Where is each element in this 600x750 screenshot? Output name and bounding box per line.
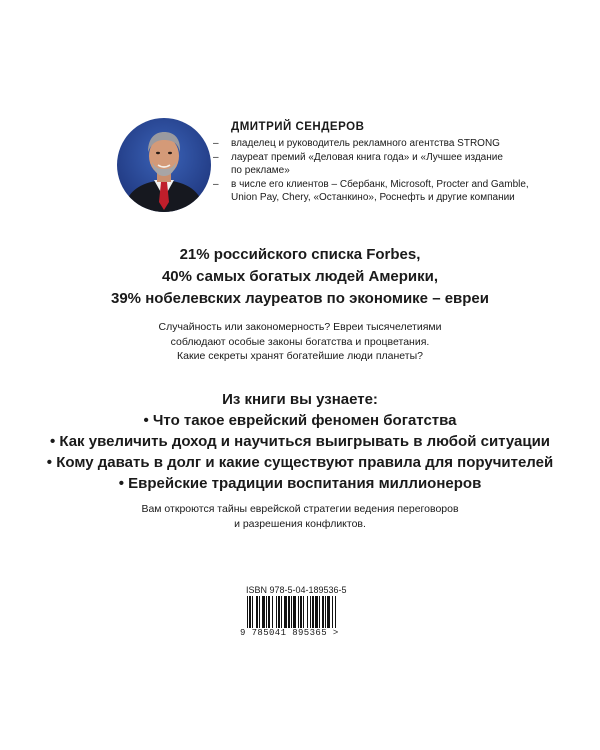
intro-line: Случайность или закономерность? Евреи тысячелетиями	[158, 321, 442, 333]
credential-text: лауреат премий «Деловая книга года» и «Лучшее издание	[231, 151, 503, 163]
isbn-label: ISBN 978-5-04-189536-5	[246, 585, 347, 595]
credential-text: в числе его клиентов – Сбербанк, Microsoft, Procter and Gamble,	[231, 178, 529, 190]
barcode-stripe	[322, 596, 324, 628]
closing-line: и разрешения конфликтов.	[234, 517, 366, 530]
author-portrait-image	[117, 118, 211, 212]
learn-heading: Из книги вы узнаете:	[222, 391, 378, 408]
credential-item	[213, 151, 543, 165]
headline-line: 40% самых богатых людей Америки,	[161, 268, 439, 285]
barcode-stripe	[315, 596, 318, 628]
intro-line: Какие секреты хранят богатейшие люди планеты?	[177, 350, 423, 362]
author-photo	[117, 118, 211, 212]
barcode-stripe	[284, 596, 287, 628]
barcode-stripe	[278, 596, 280, 628]
learn-item: • Кому давать в долг и какие существуют правила для поручителей	[46, 454, 554, 471]
barcode-stripe	[303, 596, 304, 628]
barcode-stripe	[252, 596, 253, 628]
barcode-stripe	[288, 596, 290, 628]
headline	[0, 244, 600, 310]
barcode-stripe	[276, 596, 277, 628]
credential-continuation: по рекламе»	[231, 165, 290, 176]
barcode-stripe	[327, 596, 330, 628]
credential-item	[213, 137, 543, 151]
author-bio	[213, 121, 543, 205]
barcode-stripe	[332, 596, 333, 628]
barcode-stripe	[335, 596, 336, 628]
closing-paragraph	[0, 502, 600, 531]
credential-text: владелец и руководитель рекламного агентства STRONG	[231, 138, 500, 149]
dash-mark: –	[213, 178, 219, 190]
learn-item: • Что такое еврейский феномен богатства	[143, 412, 457, 429]
credential-continuation: Union Pay, Chery, «Останкино», Роснефть и другие компании	[231, 192, 515, 203]
barcode-stripe	[249, 596, 251, 628]
barcode-stripe	[266, 596, 267, 628]
learn-item: • Еврейские традиции воспитания миллионеров	[118, 475, 482, 492]
barcode-stripe	[268, 596, 270, 628]
closing-line: Вам откроются тайны еврейской стратегии ведения переговоров	[141, 503, 459, 515]
learn-section	[0, 389, 600, 494]
barcode-stripe	[325, 596, 326, 628]
intro-paragraph	[0, 320, 600, 364]
barcode-stripe	[307, 596, 308, 628]
barcode-stripe	[272, 596, 273, 628]
dash-mark: –	[213, 138, 219, 149]
barcode-stripe	[310, 596, 311, 628]
barcode-stripe	[262, 596, 265, 628]
barcode-stripe	[256, 596, 258, 628]
author-name: ДМИТРИЙ СЕНДЕРОВ	[231, 121, 365, 133]
barcode-stripe	[293, 596, 296, 628]
author-credentials	[213, 137, 543, 205]
barcode-stripe	[319, 596, 320, 628]
dash-mark: –	[213, 151, 219, 163]
intro-line: соблюдают особые законы богатства и процветания.	[170, 335, 430, 348]
barcode-digits: 9 785041 895365 >	[240, 628, 339, 638]
credential-item	[213, 178, 543, 192]
barcode-stripe	[259, 596, 260, 628]
headline-line: 39% нобелевских лауреатов по экономике – евреи	[111, 290, 489, 307]
barcode-stripe	[312, 596, 314, 628]
barcode-icon	[247, 596, 363, 628]
learn-item: • Как увеличить доход и научиться выигрывать в любой ситуации	[49, 433, 551, 450]
barcode-stripe	[300, 596, 302, 628]
barcode-stripe	[281, 596, 282, 628]
barcode-stripe	[298, 596, 299, 628]
headline-line: 21% российского списка Forbes,	[179, 246, 421, 263]
barcode-stripe	[291, 596, 292, 628]
barcode-stripe	[247, 596, 248, 628]
